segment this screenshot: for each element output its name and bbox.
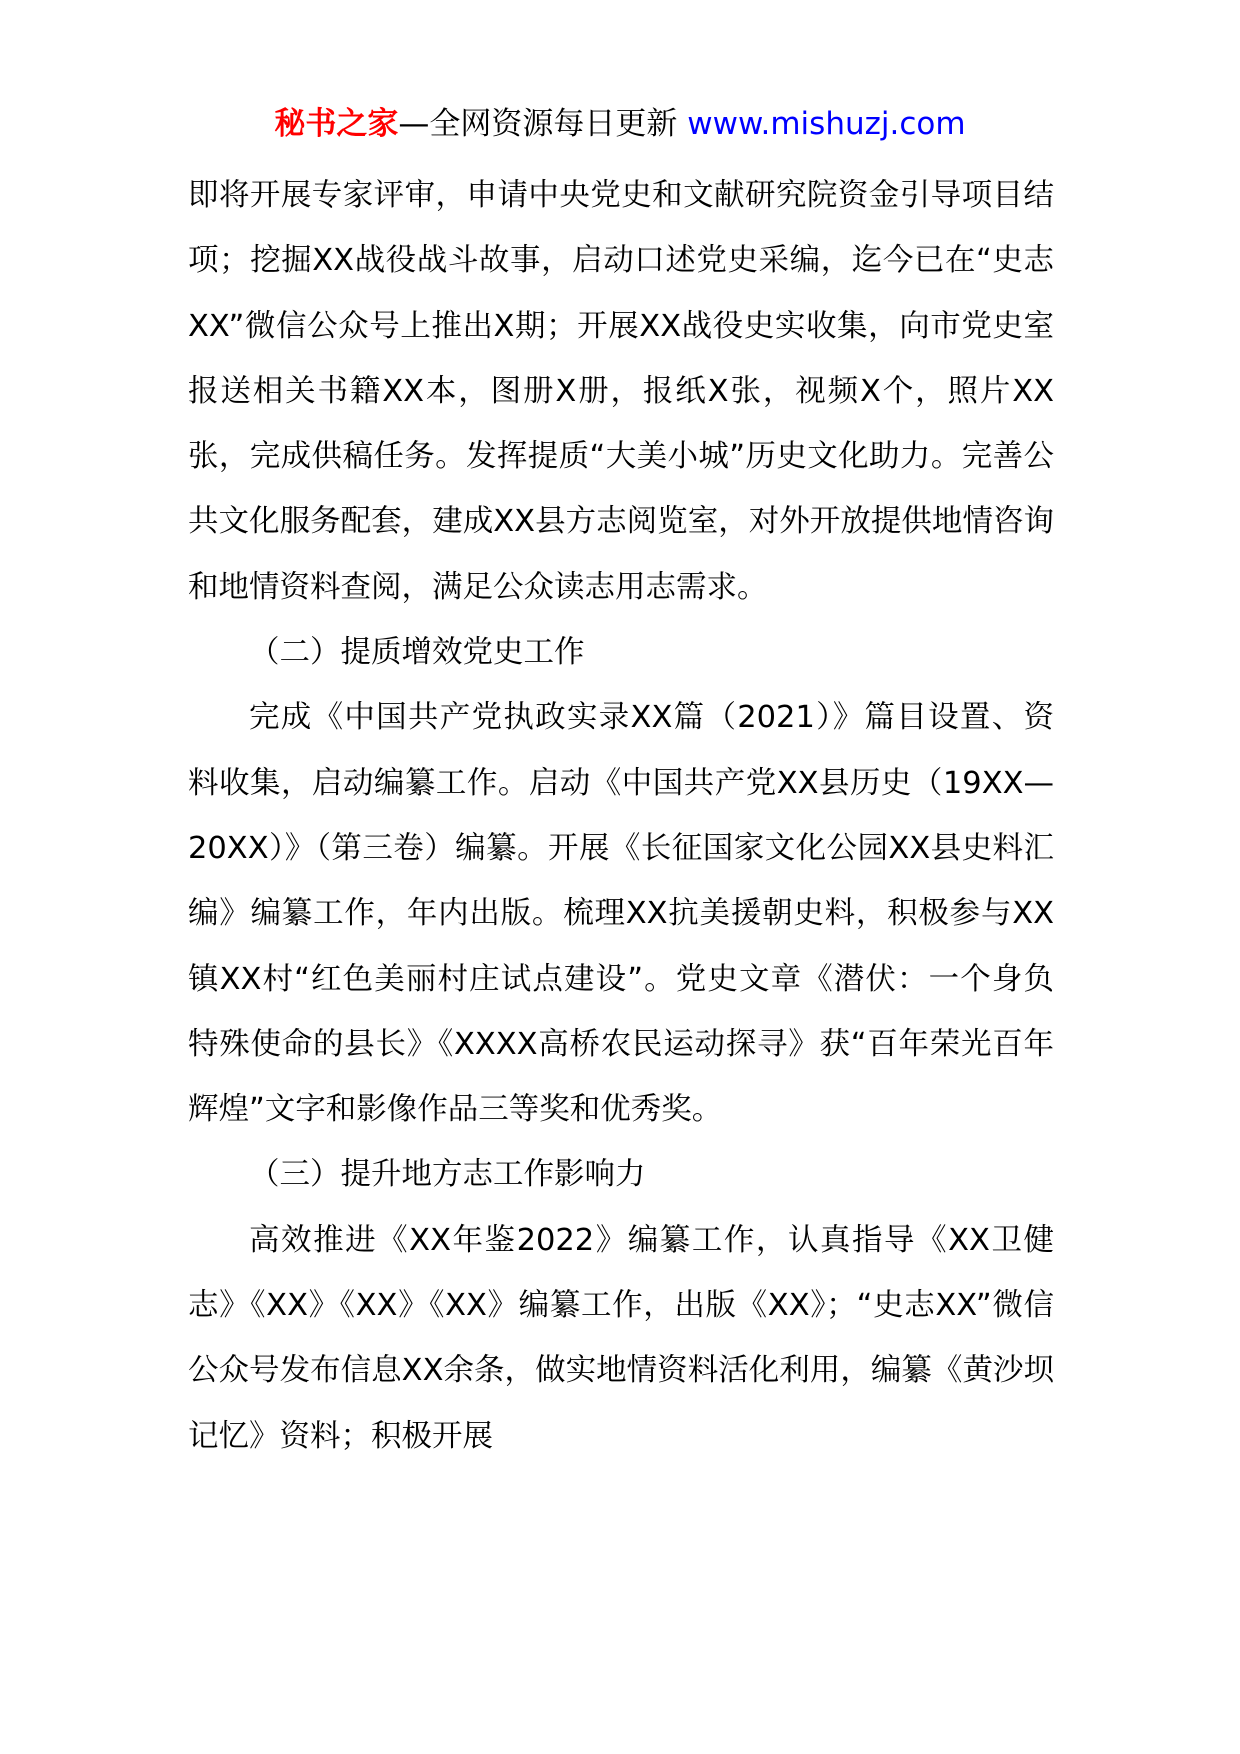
site-header bbox=[0, 100, 1240, 148]
paragraph-party-history: 完成《中国共产党执政实录XX篇（2021）》篇目设置、资料收集，启动编纂工作。启动《中国共产党XX县历史（19XX—20XX）》（第三卷）编纂。开展《长征国家文化公园XX县史料汇编》编纂工作，年内出版。梳理XX抗美援朝史料，积极参与XX镇XX村“红色美丽村庄试点建设”。党史文章《潜伏：一个身负特殊使命的县长》《XXXX高桥农民运动探寻》获“百年荣光百年辉煌”文字和影像作品三等奖和优秀奖。 bbox=[188, 700, 1054, 1128]
section-heading-3: （三）提升地方志工作影响力 bbox=[249, 1157, 646, 1193]
section-heading-2: （二）提质增效党史工作 bbox=[249, 635, 585, 671]
site-url-link[interactable]: www.mishuzj.com bbox=[687, 106, 966, 142]
header-slogan: —全网资源每日更新 bbox=[398, 106, 688, 142]
brand-name: 秘书之家 bbox=[274, 106, 399, 142]
paragraph-continued: 即将开展专家评审，申请中央党史和文献研究院资金引导项目结项；挖掘XX战役战斗故事，启动口述党史采编，迄今已在“史志XX”微信公众号上推出X期；开展XX战役史实收集，向市党史室报送相关书籍XX本，图册X册，报纸X张，视频X个，照片XX张，完成供稿任务。发挥提质“大美小城”历史文化助力。完善公共文化服务配套，建成XX县方志阅览室，对外开放提供地情咨询和地情资料查阅，满足公众读志用志需求。 bbox=[188, 178, 1054, 605]
paragraph-local-chronicles: 高效推进《XX年鉴2022》编纂工作，认真指导《XX卫健志》《XX》《XX》《XX》编纂工作，出版《XX》；“史志XX”微信公众号发布信息XX余条，做实地情资料活化利用，编纂《黄沙坝记忆》资料；积极开展 bbox=[188, 1222, 1054, 1454]
document-body bbox=[188, 163, 1054, 1469]
